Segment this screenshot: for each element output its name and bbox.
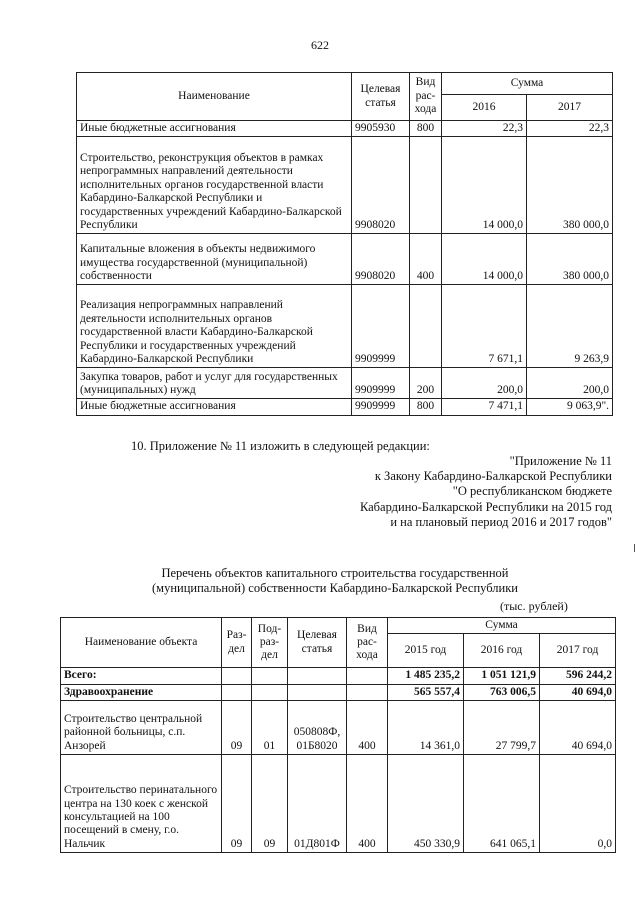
object-2016: 641 065,1 — [464, 755, 540, 853]
row-2017: 9 263,9 — [527, 285, 613, 368]
header-sum: Сумма — [442, 73, 613, 95]
total-label: Всего: — [61, 668, 222, 684]
paragraph-10: 10. Приложение № 11 изложить в следующей редакции: — [131, 439, 430, 453]
capital-construction-table — [60, 617, 616, 853]
object-kind: 400 — [347, 755, 388, 853]
row-kind — [410, 137, 442, 234]
object-section: 09 — [222, 701, 252, 755]
appendix-header — [300, 454, 612, 530]
budget-table-continued — [76, 72, 613, 416]
list-title-line: (муниципальной) собственности Кабардино-Балкарской Республики — [152, 580, 518, 595]
table-row — [77, 285, 613, 368]
row-2017: 200,0 — [527, 368, 613, 399]
row-2016: 22,3 — [442, 121, 527, 137]
section-row — [61, 684, 616, 700]
table-row — [77, 399, 613, 415]
appendix-line: "О республиканском бюджете — [452, 484, 612, 499]
total-2017: 596 244,2 — [540, 668, 616, 684]
header-2017: 2017 год — [540, 634, 616, 668]
row-2017: 9 063,9". — [527, 399, 613, 415]
object-subsection: 09 — [252, 755, 288, 853]
list-title-line: Перечень объектов капитального строительства государственной — [161, 566, 509, 580]
object-name: Строительство центральной районной больницы, с.п. Анзорей — [61, 701, 222, 755]
row-2017: 22,3 — [527, 121, 613, 137]
appendix-line: к Закону Кабардино-Балкарской Республики — [374, 469, 612, 484]
row-kind: 400 — [410, 234, 442, 285]
header-target: Целевая статья — [288, 618, 347, 668]
total-row — [61, 668, 616, 684]
units-label: (тыс. рублей) — [500, 599, 568, 613]
object-subsection: 01 — [252, 701, 288, 755]
row-target: 9908020 — [352, 234, 410, 285]
header-subsection: Под-раз-дел — [252, 618, 288, 668]
header-name: Наименование — [77, 73, 352, 121]
section-2015: 565 557,4 — [388, 684, 464, 700]
row-target: 9909999 — [352, 285, 410, 368]
row-target: 9905930 — [352, 121, 410, 137]
table-row — [77, 368, 613, 399]
total-2016: 1 051 121,9 — [464, 668, 540, 684]
header-sum: Сумма — [388, 618, 616, 634]
row-2016: 7 671,1 — [442, 285, 527, 368]
row-name: Капитальные вложения в объекты недвижимого имущества государственной (муниципальной) собственности — [77, 234, 352, 285]
row-kind — [410, 285, 442, 368]
row-kind: 800 — [410, 399, 442, 415]
table-row — [61, 701, 616, 755]
row-kind: 200 — [410, 368, 442, 399]
row-2016: 200,0 — [442, 368, 527, 399]
appendix-line: и на плановый период 2016 и 2017 годов" — [390, 514, 612, 529]
appendix-line: "Приложение № 11 — [509, 454, 612, 468]
table-row — [61, 755, 616, 853]
table-row — [77, 137, 613, 234]
row-name: Иные бюджетные ассигнования — [77, 121, 352, 137]
page-number: 622 — [311, 38, 329, 52]
scan-mark — [634, 544, 635, 552]
header-object: Наименование объекта — [61, 618, 222, 668]
object-target: 01Д801Ф — [288, 755, 347, 853]
row-2016: 7 471,1 — [442, 399, 527, 415]
row-name: Закупка товаров, работ и услуг для государственных (муниципальных) нужд — [77, 368, 352, 399]
row-name: Иные бюджетные ассигнования — [77, 399, 352, 415]
row-kind: 800 — [410, 121, 442, 137]
row-target: 9908020 — [352, 137, 410, 234]
header-2016: 2016 — [442, 95, 527, 121]
table-row — [77, 234, 613, 285]
section-2016: 763 006,5 — [464, 684, 540, 700]
header-2015: 2015 год — [388, 634, 464, 668]
header-target: Целевая статья — [352, 73, 410, 121]
object-2015: 450 330,9 — [388, 755, 464, 853]
row-2016: 14 000,0 — [442, 234, 527, 285]
total-2015: 1 485 235,2 — [388, 668, 464, 684]
row-2016: 14 000,0 — [442, 137, 527, 234]
object-2016: 27 799,7 — [464, 701, 540, 755]
header-section: Раз-дел — [222, 618, 252, 668]
row-2017: 380 000,0 — [527, 234, 613, 285]
section-label: Здравоохранение — [61, 684, 222, 700]
row-target: 9909999 — [352, 399, 410, 415]
object-kind: 400 — [347, 701, 388, 755]
row-target: 9909999 — [352, 368, 410, 399]
object-section: 09 — [222, 755, 252, 853]
row-name: Строительство, реконструкция объектов в рамках непрограммных направлений деятельности исполнительных органов государственной власти Кабардино-Балкарской Республики и государственных учреждений Кабардино-Балкарской Республики — [77, 137, 352, 234]
header-2016: 2016 год — [464, 634, 540, 668]
header-kind: Вид рас-хода — [347, 618, 388, 668]
row-name: Реализация непрограммных направлений деятельности исполнительных органов государственной власти Кабардино-Балкарской Республики и государственных учреждений Кабардино-Балкарской Республики — [77, 285, 352, 368]
header-kind: Вид рас-хода — [410, 73, 442, 121]
object-2015: 14 361,0 — [388, 701, 464, 755]
list-title — [100, 566, 570, 595]
section-2017: 40 694,0 — [540, 684, 616, 700]
object-target: 050808Ф, 01Б8020 — [288, 701, 347, 755]
object-name: Строительство перинатального центра на 130 коек с женской консультацией на 100 посещений в смену, г.о. Нальчик — [61, 755, 222, 853]
appendix-line: Кабардино-Балкарской Республики на 2015 год — [359, 499, 612, 514]
table-row — [77, 121, 613, 137]
row-2017: 380 000,0 — [527, 137, 613, 234]
header-2017: 2017 — [527, 95, 613, 121]
object-2017: 0,0 — [540, 755, 616, 853]
object-2017: 40 694,0 — [540, 701, 616, 755]
